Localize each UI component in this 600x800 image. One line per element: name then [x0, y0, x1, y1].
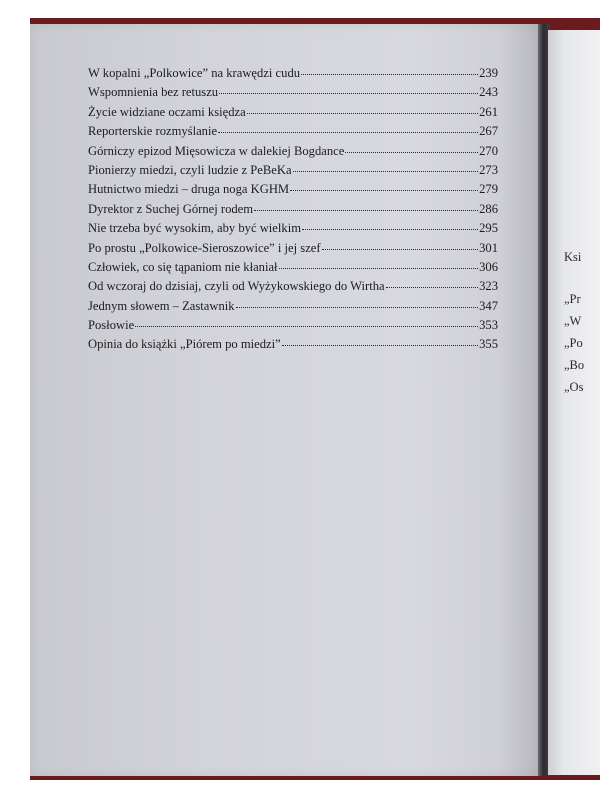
- right-page: [548, 30, 600, 775]
- toc-entry: [88, 163, 498, 182]
- toc-title: Reporterskie rozmyślanie: [88, 124, 218, 139]
- toc-title: Pionierzy miedzi, czyli ludzie z PeBeKa: [88, 162, 292, 177]
- right-page-fragment: „Po: [564, 336, 583, 350]
- toc-leader-dots: [135, 326, 478, 327]
- toc-page-number: 267: [479, 124, 498, 139]
- toc-page-number: 286: [479, 201, 498, 216]
- toc-leader-dots: [302, 229, 478, 230]
- toc-title: Człowiek, co się tąpaniom nie kłaniał: [88, 259, 278, 274]
- toc-entry: [88, 202, 498, 221]
- right-page-fragment: Ksi: [564, 250, 582, 264]
- toc-title: Po prostu „Polkowice-Sieroszowice” i jej szef: [88, 240, 321, 255]
- toc-page-number: 273: [479, 162, 498, 177]
- table-of-contents: [88, 66, 498, 357]
- toc-title: W kopalni „Polkowice” na krawędzi cudu: [88, 66, 301, 80]
- toc-title: Posłowie: [88, 318, 135, 333]
- toc-title: Od wczoraj do dzisiaj, czyli od Wyżykowskiego do Wirtha: [88, 279, 385, 294]
- toc-entry: [88, 260, 498, 279]
- toc-page-number: 355: [479, 337, 498, 352]
- toc-title: Nie trzeba być wysokim, aby być wielkim: [88, 221, 301, 236]
- toc-leader-dots: [279, 268, 479, 269]
- toc-leader-dots: [247, 113, 478, 114]
- toc-leader-dots: [219, 93, 478, 94]
- toc-title: Jednym słowem – Zastawnik: [88, 298, 235, 313]
- toc-leader-dots: [254, 210, 478, 211]
- right-page-fragment: „Pr: [564, 292, 581, 306]
- toc-title: Górniczy epizod Mięsowicza w dalekiej Bogdance: [88, 143, 345, 158]
- toc-leader-dots: [290, 190, 478, 191]
- toc-page-number: 323: [479, 279, 498, 294]
- toc-entry: [88, 318, 498, 337]
- toc-leader-dots: [293, 171, 479, 172]
- toc-leader-dots: [386, 287, 479, 288]
- toc-leader-dots: [218, 132, 478, 133]
- toc-page-number: 306: [479, 259, 498, 274]
- toc-title: Dyrektor z Suchej Górnej rodem: [88, 201, 254, 216]
- toc-entry: [88, 299, 498, 318]
- toc-page-number: 243: [479, 85, 498, 100]
- right-page-fragment: „W: [564, 314, 582, 328]
- toc-leader-dots: [301, 74, 478, 75]
- toc-entry: [88, 144, 498, 163]
- toc-leader-dots: [236, 307, 479, 308]
- right-page-fragment: „Bo: [564, 358, 585, 372]
- toc-entry: [88, 124, 498, 143]
- toc-page-number: 239: [479, 66, 498, 80]
- toc-page-number: 270: [479, 143, 498, 158]
- toc-page-number: 301: [479, 240, 498, 255]
- right-page-fragment: „Os: [564, 380, 584, 394]
- toc-leader-dots: [322, 249, 479, 250]
- toc-entry: [88, 337, 498, 356]
- toc-entry: [88, 182, 498, 201]
- toc-title: Życie widziane oczami księdza: [88, 104, 246, 119]
- toc-entry: [88, 241, 498, 260]
- toc-entry: [88, 105, 498, 124]
- toc-page-number: 261: [479, 104, 498, 119]
- toc-page-number: 347: [479, 298, 498, 313]
- toc-entry: [88, 85, 498, 104]
- toc-title: Hutnictwo miedzi – druga noga KGHM: [88, 182, 290, 197]
- toc-leader-dots: [345, 152, 478, 153]
- toc-page-number: 295: [479, 221, 498, 236]
- toc-page-number: 279: [479, 182, 498, 197]
- toc-leader-dots: [282, 345, 478, 346]
- toc-title: Wspomnienia bez retuszu: [88, 85, 219, 100]
- toc-entry: [88, 66, 498, 85]
- toc-entry: [88, 279, 498, 298]
- toc-title: Opinia do książki „Piórem po miedzi”: [88, 337, 281, 352]
- toc-entry: [88, 221, 498, 240]
- toc-page-number: 353: [479, 318, 498, 333]
